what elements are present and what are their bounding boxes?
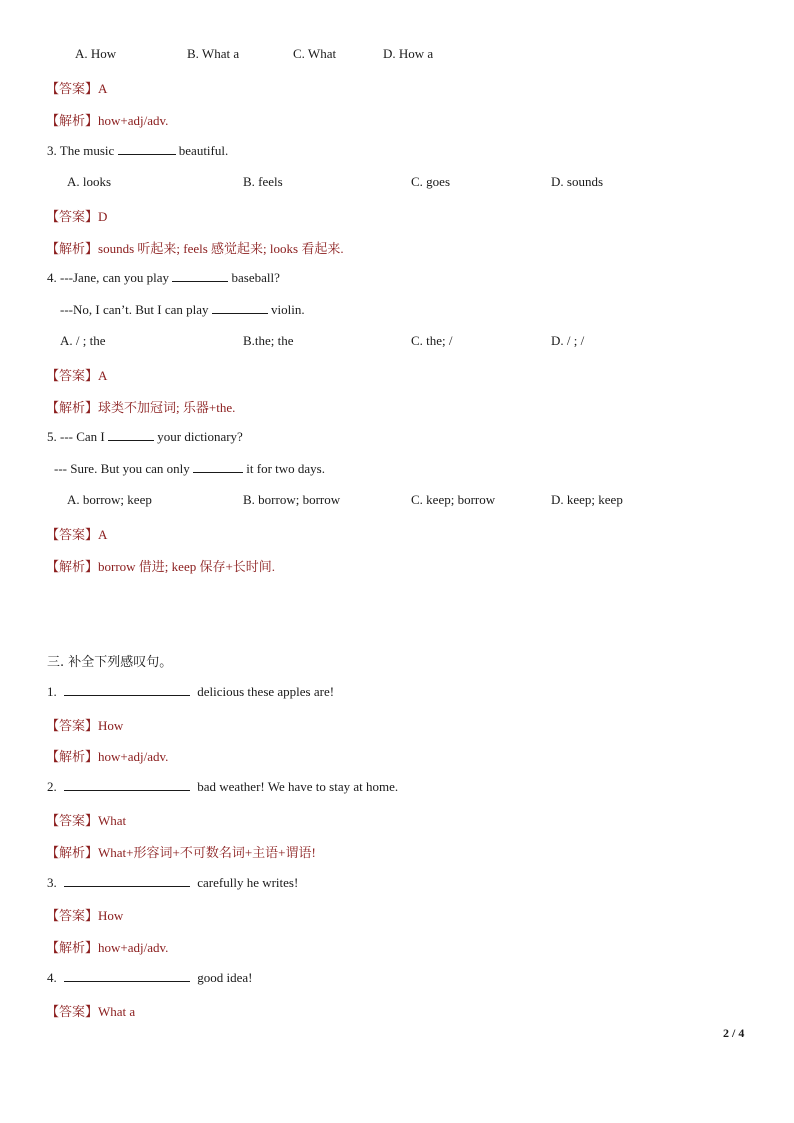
- q5-option-c: C. keep; borrow: [411, 492, 496, 507]
- q5-analysis: 【解析】borrow 借进; keep 保存+长时间.: [46, 559, 276, 575]
- q4-option-c: C. the; /: [411, 333, 453, 348]
- q3-option-a: A. looks: [67, 174, 112, 189]
- s1-stem: 1. delicious these apples are!: [47, 684, 335, 699]
- s3-answer: 【答案】How: [46, 908, 124, 924]
- s1-answer: 【答案】How: [46, 718, 124, 734]
- q5-option-a: A. borrow; keep: [67, 492, 152, 507]
- page-number: 2 / 4: [723, 1026, 745, 1040]
- q5-stem-line2: --- Sure. But you can only it for two days.: [54, 461, 325, 476]
- s2-answer: 【答案】What: [46, 813, 127, 829]
- s2-analysis: 【解析】What+形容词+不可数名词+主语+谓语!: [46, 845, 316, 861]
- section-title: 三. 补全下列感叹句。: [47, 655, 173, 670]
- s2-stem: 2. bad weather! We have to stay at home.: [47, 779, 399, 794]
- q2-option-a: A. How: [75, 46, 117, 61]
- s4-stem: 4. good idea!: [47, 970, 253, 985]
- q4-stem-line1: 4. ---Jane, can you play baseball?: [47, 270, 280, 285]
- q3-analysis: 【解析】sounds 听起来; feels 感觉起来; looks 看起来.: [46, 241, 344, 257]
- q4-analysis: 【解析】球类不加冠词; 乐器+the.: [46, 400, 236, 416]
- q5-option-b: B. borrow; borrow: [243, 492, 341, 507]
- q2-analysis: 【解析】how+adj/adv.: [46, 113, 169, 129]
- q4-option-d: D. / ; /: [551, 333, 585, 348]
- q3-stem: 3. The music beautiful.: [47, 143, 229, 158]
- q2-option-c: C. What: [293, 46, 337, 61]
- q4-stem-line2: ---No, I can’t. But I can play violin.: [60, 302, 305, 317]
- s3-stem: 3. carefully he writes!: [47, 875, 299, 890]
- q3-answer: 【答案】D: [46, 209, 108, 225]
- q2-answer: 【答案】A: [46, 81, 108, 97]
- q5-answer: 【答案】A: [46, 527, 108, 543]
- q3-option-c: C. goes: [411, 174, 450, 189]
- q2-option-b: B. What a: [187, 46, 240, 61]
- s4-answer: 【答案】What a: [46, 1004, 136, 1020]
- s1-analysis: 【解析】how+adj/adv.: [46, 749, 169, 765]
- q5-option-d: D. keep; keep: [551, 492, 623, 507]
- q3-option-b: B. feels: [243, 174, 283, 189]
- q4-answer: 【答案】A: [46, 368, 108, 384]
- q3-option-d: D. sounds: [551, 174, 604, 189]
- q5-stem-line1: 5. --- Can I your dictionary?: [47, 429, 243, 444]
- s3-analysis: 【解析】how+adj/adv.: [46, 940, 169, 956]
- q4-option-a: A. / ; the: [60, 333, 106, 348]
- q4-option-b: B.the; the: [243, 333, 294, 348]
- q2-option-d: D. How a: [383, 46, 434, 61]
